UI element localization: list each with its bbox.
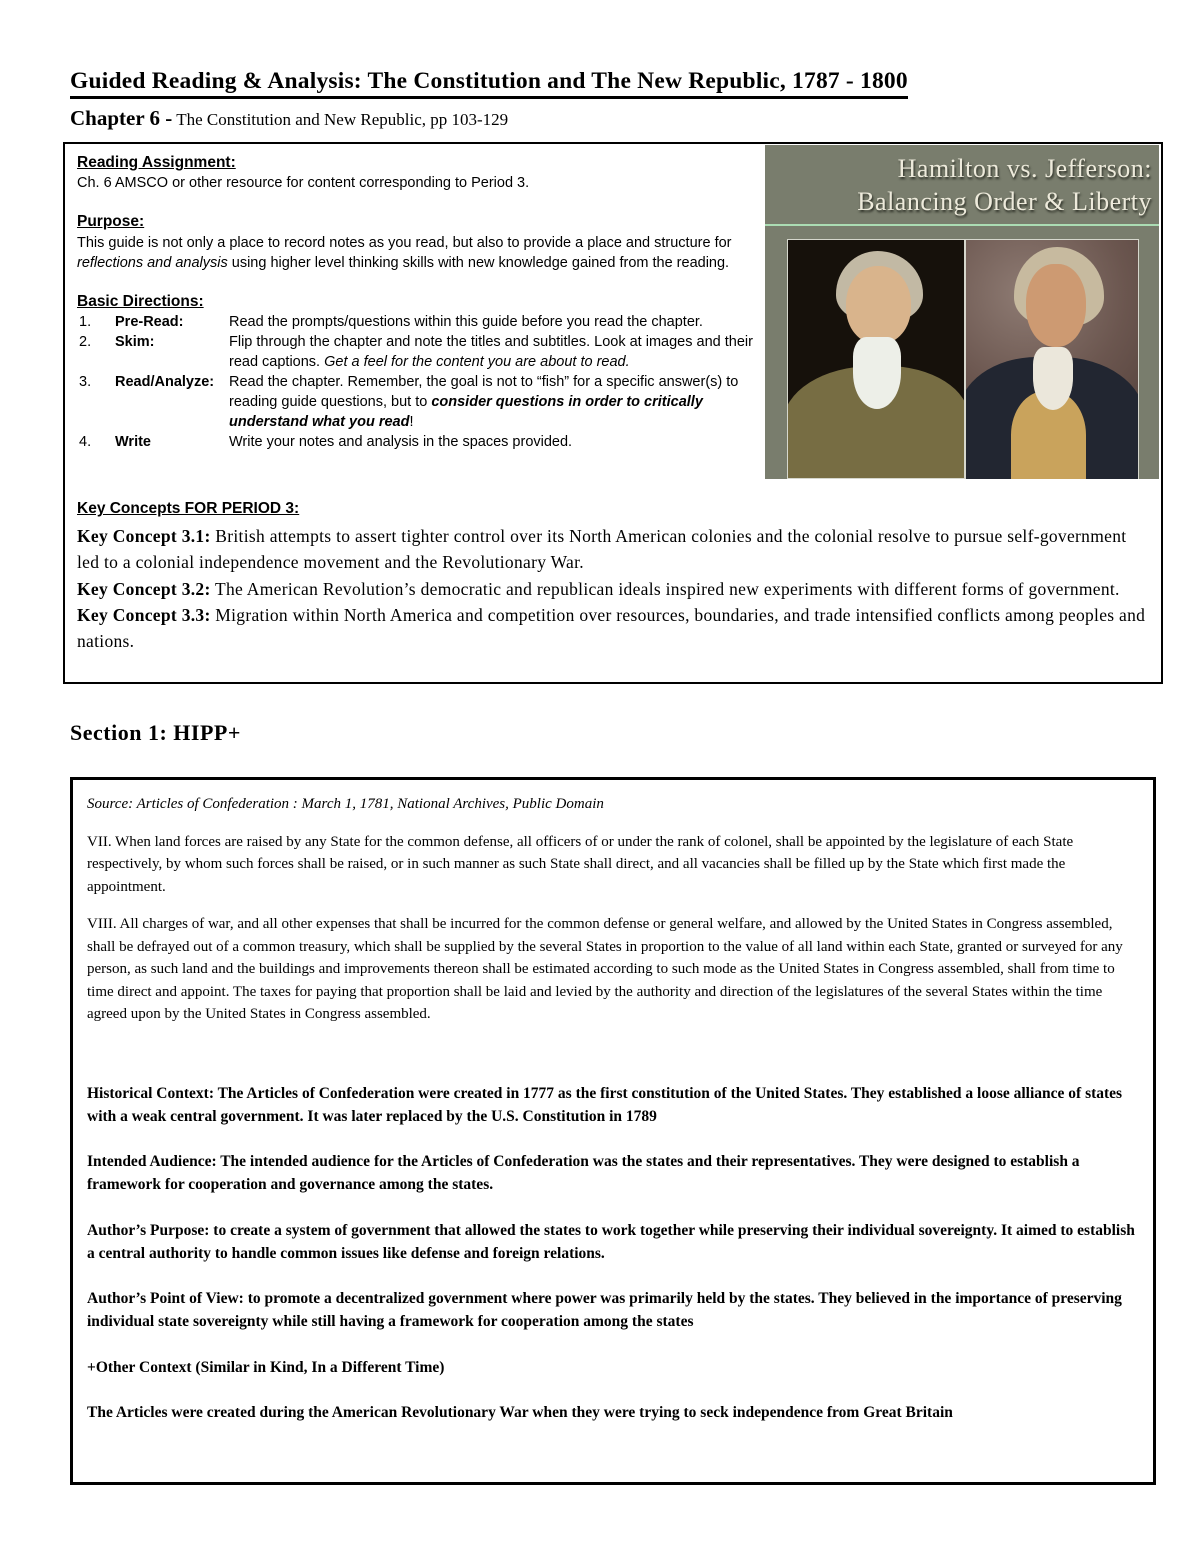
direction-label: Skim: [115, 334, 155, 351]
answer-authors-point-of-view: Author’s Point of View: to promote a decentralized government where power was primarily held by the states. They believed in the importance of preserving individual state sovereignty while still having a framework for cooperation among the states [87, 1290, 1122, 1331]
student-answers [87, 1082, 1139, 1425]
page-title: Guided Reading & Analysis: The Constitution and The New Republic, 1787 - 1800 [70, 68, 908, 99]
portrait-face [1026, 264, 1086, 347]
direction-text-bold-italic: consider questions in order to critically understand what you read [229, 394, 703, 431]
excerpt-article-vii: VII. When land forces are raised by any State for the common defense, all officers of or under the rank of colonel, shall be appointed by the legislature of each State respectively, by whom such forces shall be raised, or in such manner as such State shall direct, and all vacancies shall be filled up by the State which first made the appointment. [87, 833, 1074, 895]
hero-title-line1: Hamilton vs. Jefferson: [897, 154, 1152, 183]
hipp-source-box-inner [73, 780, 1153, 1424]
purpose-text [77, 233, 753, 273]
key-concept-text: The American Revolution’s democratic and republican ideals inspired new experiments with different forms of government. [210, 578, 1120, 599]
direction-label: Write [115, 434, 151, 451]
answer-intended-audience: Intended Audience: The intended audience for the Articles of Confederation was the states and their representatives. They were designed to establish a framework for cooperation and governance among the states. [87, 1153, 1080, 1194]
key-concept-label: Key Concept 3.2: [77, 578, 211, 599]
intro-box [63, 142, 1163, 684]
intro-box-left-column [77, 152, 753, 452]
answer-other-context-text: The Articles were created during the American Revolutionary War when they were trying to seck independence from Great Britain [87, 1403, 953, 1421]
purpose-text-end: using higher level thinking skills with new knowledge gained from the reading. [227, 254, 730, 271]
direction-item-skim [77, 332, 753, 372]
hamilton-vs-jefferson-image [765, 145, 1159, 479]
chapter-line [70, 106, 508, 131]
answer-other-context-heading: +Other Context (Similar in Kind, In a Different Time) [87, 1358, 445, 1376]
key-concepts-section [77, 500, 1151, 654]
direction-item-preread [77, 312, 753, 332]
basic-directions-heading: Basic Directions: [77, 292, 204, 310]
answer-historical-context: Historical Context: The Articles of Confederation were created in 1777 as the first constitution of the United States. They established a loose alliance of states with a weak central government. It was later replaced by the U.S. Constitution in 1789 [87, 1084, 1123, 1125]
direction-text [229, 332, 753, 372]
hipp-source-box [70, 777, 1156, 1485]
purpose-text-start: This guide is not only a place to record notes as you read, but also to provide a place and structure for [77, 234, 732, 251]
portraits-row [765, 226, 1159, 479]
answer-authors-purpose: Author’s Purpose: to create a system of government that allowed the states to work together while preserving their individual sovereignty. It aimed to establish a central authority to handle common issues like defense and foreign relations. [87, 1221, 1135, 1262]
section1-heading: Section 1: HIPP+ [70, 720, 241, 745]
jefferson-portrait [965, 239, 1139, 479]
portrait-face [846, 266, 911, 345]
direction-label: Read/Analyze: [115, 374, 215, 391]
chapter-label: Chapter 6 - [70, 106, 173, 130]
key-concept-label: Key Concept 3.3: [77, 604, 211, 625]
direction-text: Read the prompts/questions within this guide before you read the chapter. [229, 314, 703, 331]
direction-text: Write your notes and analysis in the spaces provided. [229, 434, 573, 451]
direction-text-normal: Read the chapter. Remember, the goal is not to “fish” for a specific answer(s) to reading guide questions, but to [229, 374, 739, 411]
key-concept-text: Migration within North America and competition over resources, boundaries, and trade intensified conflicts among peoples and nations. [77, 604, 1146, 651]
hamilton-portrait [787, 239, 965, 479]
direction-text-italic: Get a feel for the content you are about to read. [324, 354, 630, 371]
key-concept-3-1 [77, 523, 1151, 576]
reading-assignment-heading: Reading Assignment: [77, 154, 236, 171]
direction-number: 2. [79, 334, 92, 351]
direction-text-after: ! [409, 414, 414, 431]
direction-number: 3. [79, 374, 92, 391]
source-citation: Source: Articles of Confederation : March 1, 1781, National Archives, Public Domain [87, 796, 604, 812]
portrait-cravat [853, 337, 901, 408]
direction-item-read-analyze [77, 372, 753, 432]
key-concept-text: British attempts to assert tighter control over its North American colonies and the colonial resolve to pursue self-government led to a colonial independence movement and the Revolutionary War. [77, 526, 1127, 573]
purpose-heading: Purpose: [77, 213, 145, 231]
chapter-subtitle: The Constitution and New Republic, pp 103-129 [172, 110, 509, 129]
key-concept-3-2 [77, 576, 1151, 602]
hero-image-title [765, 152, 1159, 219]
excerpt-article-viii: VIII. All charges of war, and all other expenses that shall be incurred for the common defense or general welfare, and allowed by the United States in Congress assembled, shall be defrayed out of a common treasury, which shall be supplied by the several States in proportion to the value of all land within each State, granted or surveyed for any person, as such land and the buildings and improvements thereon shall be estimated according to such mode as the United States in Congress assembled, shall from time to time direct and appoint. The taxes for paying that proportion shall be laid and levied by the authority and direction of the legislatures of the several States within the time agreed upon by the United States in Congress assembled. [87, 916, 1123, 1022]
key-concept-3-3 [77, 602, 1151, 655]
hero-title-line2: Balancing Order & Liberty [857, 187, 1152, 217]
direction-text-normal: Flip through the chapter and note the titles and subtitles. Look at images and their read captions. [229, 334, 753, 371]
direction-number: 4. [79, 434, 92, 451]
reading-assignment-text: Ch. 6 AMSCO or other resource for content corresponding to Period 3. [77, 175, 530, 192]
direction-text [229, 372, 753, 432]
direction-label: Pre-Read: [115, 314, 184, 331]
direction-number: 1. [79, 314, 92, 331]
purpose-text-italic: reflections and analysis [77, 254, 228, 271]
key-concept-label: Key Concept 3.1: [77, 526, 211, 546]
portrait-cravat [1033, 347, 1073, 410]
key-concepts-heading: Key Concepts FOR PERIOD 3: [77, 500, 300, 517]
direction-item-write [77, 432, 753, 452]
